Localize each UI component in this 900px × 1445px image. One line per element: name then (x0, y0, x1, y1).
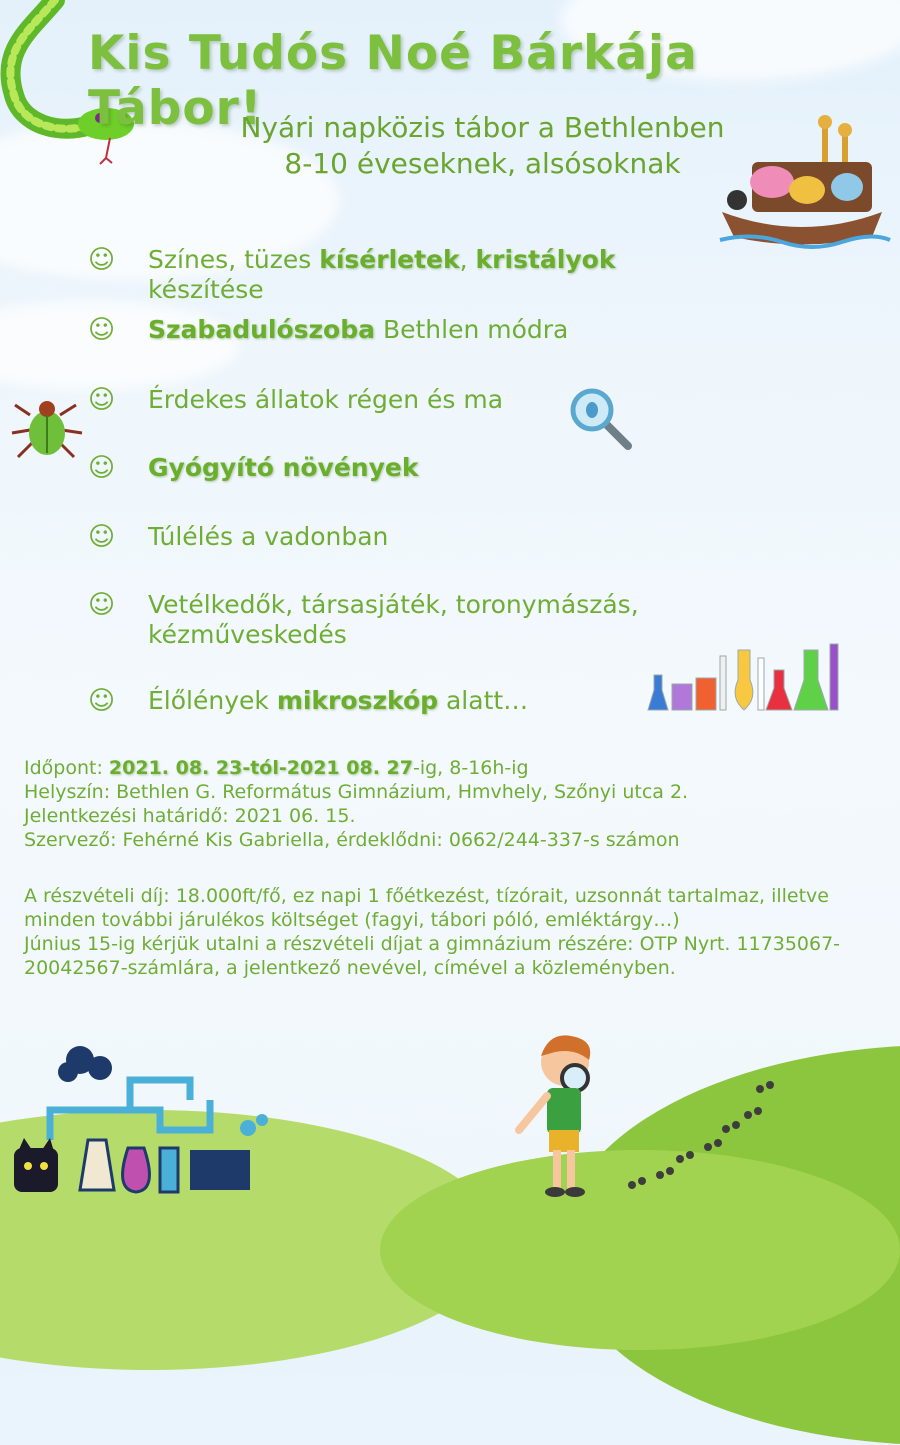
activity-segment: Vetélkedők, társasjáték, toronymászás, kézműveskedés (148, 590, 639, 649)
activity-segment: , (459, 245, 476, 274)
smiley-icon: ☺ (88, 385, 116, 415)
activity-text (148, 245, 708, 305)
magnifier-icon (568, 386, 634, 452)
activity-segment: Bethlen módra (375, 315, 569, 344)
smiley-icon: ☺ (88, 522, 116, 552)
event-time (24, 756, 884, 780)
paw-prints-icon (610, 1075, 790, 1195)
fee-details (24, 884, 854, 980)
cloud-wisp (0, 300, 240, 390)
noahs-ark-icon (712, 112, 892, 252)
smiley-icon: ☺ (88, 245, 116, 275)
science-lab-icon (10, 1040, 280, 1200)
activity-segment: készítése (148, 275, 264, 304)
activity-segment: Érdekes állatok régen és ma (148, 385, 504, 414)
activity-segment: alatt… (438, 686, 529, 715)
subtitle-line-1: Nyári napközis tábor a Bethlenben (240, 111, 725, 144)
smiley-icon: ☺ (88, 453, 116, 483)
activity-text (148, 453, 708, 483)
activity-highlight: kristályok (475, 245, 616, 274)
activity-segment: Élőlények (148, 686, 277, 715)
activity-highlight: Szabadulószoba (148, 315, 376, 344)
activity-text (148, 522, 708, 552)
event-time-value: 2021. 08. 23-tól-2021 08. 27 (108, 757, 413, 779)
beetle-icon (10, 395, 85, 465)
activity-segment: Színes, tüzes (148, 245, 320, 274)
activity-text (148, 686, 708, 716)
activity-highlight: Gyógyító növények (148, 453, 419, 482)
activity-segment: Túlélés a vadonban (148, 522, 389, 551)
event-place: Helyszín: Bethlen G. Református Gimnázium, Hmvhely, Szőnyi utca 2. (24, 781, 689, 803)
activity-highlight: kísérletek (319, 245, 460, 274)
subtitle-line-2: 8-10 éveseknek, alsósoknak (284, 147, 681, 180)
fee-description: A részvételi díj: 18.000ft/fő, ez napi 1 főétkezést, tízórait, uzsonnát tartalmaz, illetve minden további járulékos költséget (fagyi, tábori póló, emléktárgy…) (24, 885, 829, 931)
activity-highlight: mikroszkóp (276, 686, 439, 715)
lab-glassware-icon (646, 640, 846, 715)
fee-payment: Június 15-ig kérjük utalni a részvételi díjat a gimnázium részére: OTP Nyrt. 11735067-20042567-számlára, a jelentkező nevével, címével a közleményben. (24, 933, 841, 979)
event-deadline: Jelentkezési határidő: 2021 06. 15. (24, 805, 356, 827)
smiley-icon: ☺ (88, 686, 116, 716)
smiley-icon: ☺ (88, 590, 116, 620)
event-time-label: Időpont: (24, 757, 109, 779)
activity-text (148, 590, 668, 650)
event-details (24, 756, 884, 852)
event-time-rest: -ig, 8-16h-ig (412, 757, 529, 779)
page-title: Kis Tudós Noé Bárkája Tábor! (88, 26, 698, 136)
event-organizer: Szervező: Fehérné Kis Gabriella, érdeklődni: 0662/244-337-s számon (24, 829, 680, 851)
smiley-icon: ☺ (88, 315, 116, 345)
activity-text (148, 315, 708, 345)
boy-with-magnifier-icon (505, 1030, 615, 1200)
